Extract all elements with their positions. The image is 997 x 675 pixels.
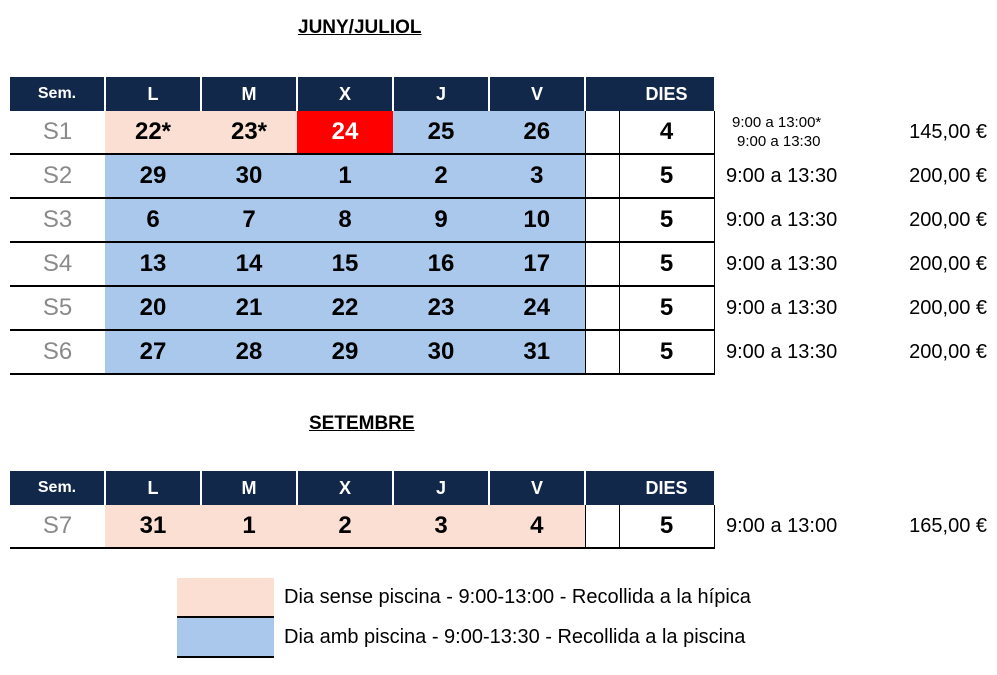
day-cell: 27 [105,330,201,374]
column-header: M [201,77,297,111]
week-column-header: Sem. [10,77,105,111]
week-label: S1 [10,111,105,154]
day-cell: 23* [201,111,297,154]
price: 165,00 € [909,515,987,537]
day-cell: 6 [105,198,201,242]
spacer-cell [585,242,619,286]
calendar-table [10,471,715,549]
schedule-hours: 9:00 a 13:00* [732,114,822,131]
day-cell: 3 [489,154,585,198]
days-column-header: DIES [619,77,714,111]
column-header: M [201,471,297,505]
day-cell: 22* [105,111,201,154]
days-count: 4 [619,111,714,154]
week-column-header: Sem. [10,471,105,505]
legend-swatch [177,578,274,618]
day-cell: 30 [393,330,489,374]
calendar-table [10,77,715,375]
day-cell: 7 [201,198,297,242]
day-cell: 23 [393,286,489,330]
days-count: 5 [619,330,714,374]
week-row [10,198,714,242]
day-cell: 14 [201,242,297,286]
week-label: S5 [10,286,105,330]
week-label: S2 [10,154,105,198]
legend-text: Dia sense piscina - 9:00-13:00 - Recollida a la hípica [284,586,751,608]
week-label: S7 [10,505,105,548]
day-cell: 2 [297,505,393,548]
week-label: S6 [10,330,105,374]
schedule-hours: 9:00 a 13:00 [726,515,838,537]
day-cell: 3 [393,505,489,548]
day-cell: 21 [201,286,297,330]
day-cell: 10 [489,198,585,242]
day-cell: 25 [393,111,489,154]
week-row [10,154,714,198]
column-header: V [489,471,585,505]
week-row [10,111,714,154]
column-header: J [393,471,489,505]
week-row [10,505,714,548]
day-cell: 1 [297,154,393,198]
days-count: 5 [619,505,714,548]
column-header: L [105,471,201,505]
column-header: L [105,77,201,111]
price: 200,00 € [909,209,987,231]
spacer-header [585,77,619,111]
day-cell: 24 [489,286,585,330]
legend-swatch [177,618,274,658]
day-cell: 4 [489,505,585,548]
legend-text: Dia amb piscina - 9:00-13:30 - Recollida a la piscina [284,626,746,648]
spacer-cell [585,330,619,374]
day-cell: 28 [201,330,297,374]
day-cell: 22 [297,286,393,330]
day-cell: 26 [489,111,585,154]
schedule-hours: 9:00 a 13:30 [726,341,838,363]
day-cell: 31 [105,505,201,548]
day-cell: 2 [393,154,489,198]
day-cell: 30 [201,154,297,198]
section-title: SETEMBRE [309,413,415,434]
week-label: S4 [10,242,105,286]
spacer-cell [585,505,619,548]
schedule-hours: 9:00 a 13:30 [726,165,838,187]
week-row [10,330,714,374]
section-title: JUNY/JULIOL [298,17,422,38]
column-header: X [297,471,393,505]
schedule-hours: 9:00 a 13:30 [726,209,838,231]
column-header: X [297,77,393,111]
day-cell: 16 [393,242,489,286]
day-cell: 15 [297,242,393,286]
day-cell: 24 [297,111,393,154]
day-cell: 31 [489,330,585,374]
week-label: S3 [10,198,105,242]
day-cell: 29 [105,154,201,198]
day-cell: 13 [105,242,201,286]
day-cell: 9 [393,198,489,242]
column-header: V [489,77,585,111]
column-header: J [393,77,489,111]
schedule-hours: 9:00 a 13:30 [737,133,821,150]
price: 200,00 € [909,297,987,319]
spacer-cell [585,198,619,242]
spacer-cell [585,111,619,154]
day-cell: 29 [297,330,393,374]
days-count: 5 [619,154,714,198]
schedule-hours: 9:00 a 13:30 [726,253,838,275]
price: 200,00 € [909,341,987,363]
price: 200,00 € [909,165,987,187]
schedule-hours: 9:00 a 13:30 [726,297,838,319]
days-count: 5 [619,242,714,286]
day-cell: 8 [297,198,393,242]
spacer-cell [585,154,619,198]
week-row [10,242,714,286]
spacer-cell [585,286,619,330]
day-cell: 1 [201,505,297,548]
week-row [10,286,714,330]
price: 200,00 € [909,253,987,275]
days-column-header: DIES [619,471,714,505]
spacer-header [585,471,619,505]
day-cell: 17 [489,242,585,286]
day-cell: 20 [105,286,201,330]
price: 145,00 € [909,121,987,143]
days-count: 5 [619,198,714,242]
days-count: 5 [619,286,714,330]
